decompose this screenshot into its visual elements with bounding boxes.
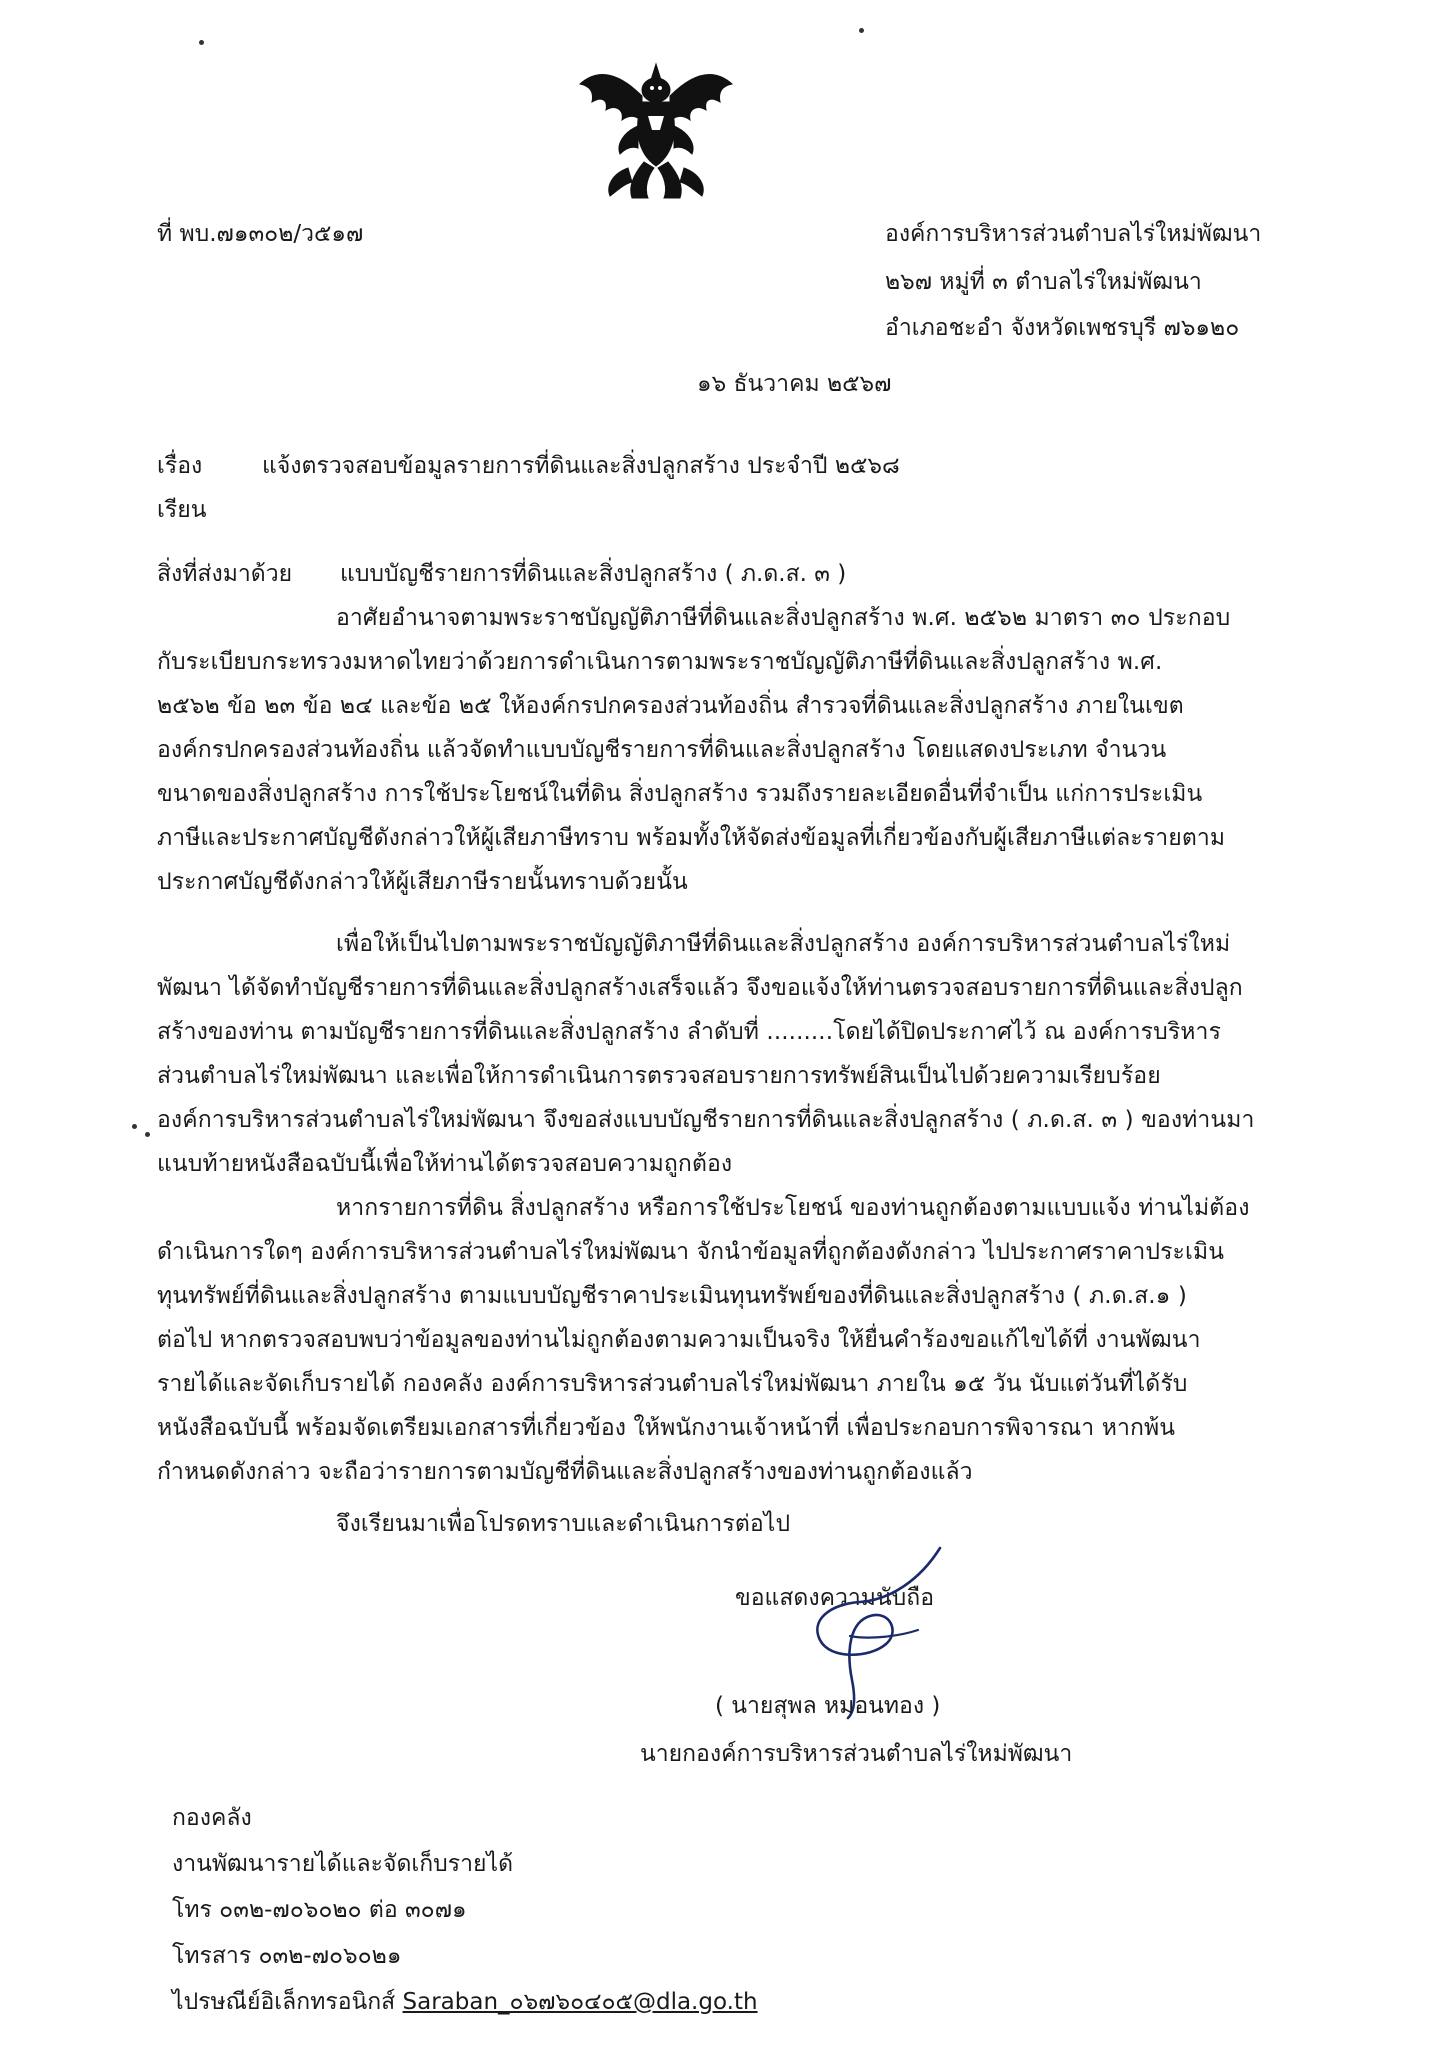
paragraph-line: ภาษีและประกาศบัญชีดังกล่าวให้ผู้เสียภาษีทราบ พร้อมทั้งให้จัดส่งข้อมูลที่เกี่ยวข้องกับผู้เสียภาษีแต่ละรายตาม [157, 825, 1226, 851]
signer-name: ( นายสุพล หมอนทอง ) [715, 1693, 941, 1719]
reference-number: ที่ พบ.๗๑๓๐๒/ว๕๑๗ [157, 221, 364, 247]
scan-speck [132, 1124, 137, 1129]
paragraph-line: เพื่อให้เป็นไปตามพระราชบัญญัติภาษีที่ดินและสิ่งปลูกสร้าง องค์การบริหารส่วนตำบลไร่ใหม่ [336, 931, 1231, 957]
footer-email-label: ไปรษณีย์อิเล็กทรอนิกส์ [172, 1989, 396, 2015]
footer-division: กองคลัง [172, 1805, 252, 1831]
paragraph-line: กับระเบียบกระทรวงมหาดไทยว่าด้วยการดำเนินการตามพระราชบัญญัติภาษีที่ดินและสิ่งปลูกสร้าง พ.ศ. [157, 649, 1163, 675]
footer-email-row [172, 1984, 758, 2020]
paragraph-line: แนบท้ายหนังสือฉบับนี้เพื่อให้ท่านได้ตรวจสอบความถูกต้อง [157, 1151, 733, 1177]
scan-speck [145, 1132, 150, 1137]
paragraph-line: ดำเนินการใดๆ องค์การบริหารส่วนตำบลไร่ใหม่พัฒนา จักนำข้อมูลที่ถูกต้องดังกล่าว ไปประกาศราคาประเมิน [157, 1239, 1225, 1265]
paragraph-line: ขนาดของสิ่งปลูกสร้าง การใช้ประโยชน์ในที่ดิน สิ่งปลูกสร้าง รวมถึงรายละเอียดอื่นที่จำเป็น แก่การประเมิน [157, 781, 1203, 807]
paragraph-line: ส่วนตำบลไร่ใหม่พัฒนา และเพื่อให้การดำเนินการตรวจสอบรายการทรัพย์สินเป็นไปด้วยความเรียบร้อย [157, 1063, 1161, 1089]
footer-email-link[interactable]: Saraban_๐๖๗๖๐๔๐๕@dla.go.th [402, 1989, 758, 2015]
closing-paragraph: จึงเรียนมาเพื่อโปรดทราบและดำเนินการต่อไป [336, 1511, 791, 1537]
letter-date: ๑๖ ธันวาคม ๒๕๖๗ [697, 371, 892, 397]
footer-phone: โทร ๐๓๒-๗๐๖๐๒๐ ต่อ ๓๐๗๑ [172, 1897, 467, 1923]
paragraph-line: หนังสือฉบับนี้ พร้อมจัดเตรียมเอกสารที่เกี่ยวข้อง ให้พนักงานเจ้าหน้าที่ เพื่อประกอบการพิจารณา หากพ้น [157, 1415, 1176, 1441]
paragraph-line: อาศัยอำนาจตามพระราชบัญญัติภาษีที่ดินและสิ่งปลูกสร้าง พ.ศ. ๒๕๖๒ มาตรา ๓๐ ประกอบ [336, 605, 1231, 631]
scan-speck [859, 28, 864, 33]
paragraph-line: รายได้และจัดเก็บรายได้ กองคลัง องค์การบริหารส่วนตำบลไร่ใหม่พัฒนา ภายใน ๑๕ วัน นับแต่วันที่ได้รับ [157, 1371, 1188, 1397]
signer-title: นายกองค์การบริหารส่วนตำบลไร่ใหม่พัฒนา [640, 1741, 1073, 1767]
footer-fax: โทรสาร ๐๓๒-๗๐๖๐๒๑ [172, 1943, 402, 1969]
sender-address-line-1: ๒๖๗ หมู่ที่ ๓ ตำบลไร่ใหม่พัฒนา [885, 269, 1202, 295]
enclosure-label: สิ่งที่ส่งมาด้วย [157, 561, 293, 587]
subject-label: เรื่อง [157, 453, 203, 479]
paragraph-line: องค์การบริหารส่วนตำบลไร่ใหม่พัฒนา จึงขอส่งแบบบัญชีรายการที่ดินและสิ่งปลูกสร้าง ( ภ.ด.ส. ๓ ) ของท่านมา [157, 1107, 1255, 1133]
recipient-label: เรียน [157, 497, 207, 523]
paragraph-line: ๒๕๖๒ ข้อ ๒๓ ข้อ ๒๔ และข้อ ๒๕ ให้องค์กรปกครองส่วนท้องถิ่น สำรวจที่ดินและสิ่งปลูกสร้าง ภายในเขต [157, 693, 1184, 719]
scan-speck [199, 40, 204, 45]
paragraph-line: องค์กรปกครองส่วนท้องถิ่น แล้วจัดทำแบบบัญชีรายการที่ดินและสิ่งปลูกสร้าง โดยแสดงประเภท จำนวน [157, 737, 1167, 763]
paragraph-line: ต่อไป หากตรวจสอบพบว่าข้อมูลของท่านไม่ถูกต้องตามความเป็นจริง ให้ยื่นคำร้องขอแก้ไขได้ที่ งานพัฒนา [157, 1327, 1201, 1353]
enclosure-text: แบบบัญชีรายการที่ดินและสิ่งปลูกสร้าง ( ภ.ด.ส. ๓ ) [340, 561, 847, 587]
paragraph-line: ประกาศบัญชีดังกล่าวให้ผู้เสียภาษีรายนั้นทราบด้วยนั้น [157, 869, 688, 895]
paragraph-line: กำหนดดังกล่าว จะถือว่ารายการตามบัญชีที่ดินและสิ่งปลูกสร้างของท่านถูกต้องแล้ว [157, 1459, 973, 1485]
paragraph-line: ทุนทรัพย์ที่ดินและสิ่งปลูกสร้าง ตามแบบบัญชีราคาประเมินทุนทรัพย์ของที่ดินและสิ่งปลูกสร้าง ( ภ.ด.ส.๑ ) [157, 1283, 1187, 1309]
sender-org: องค์การบริหารส่วนตำบลไร่ใหม่พัฒนา [885, 221, 1262, 247]
paragraph-line: พัฒนา ได้จัดทำบัญชีรายการที่ดินและสิ่งปลูกสร้างเสร็จแล้ว จึงขอแจ้งให้ท่านตรวจสอบรายการที่ดินและสิ่งปลูก [157, 975, 1243, 1001]
paragraph-line: สร้างของท่าน ตามบัญชีรายการที่ดินและสิ่งปลูกสร้าง ลำดับที่ .........โดยได้ปิดประกาศไว้ ณ องค์การบริหาร [157, 1019, 1222, 1045]
complimentary-close: ขอแสดงความนับถือ [735, 1585, 935, 1611]
sender-address-line-2: อำเภอชะอำ จังหวัดเพชรบุรี ๗๖๑๒๐ [885, 315, 1240, 341]
subject-text: แจ้งตรวจสอบข้อมูลรายการที่ดินและสิ่งปลูกสร้าง ประจำปี ๒๕๖๘ [262, 453, 900, 479]
garuda-emblem-icon [572, 56, 740, 204]
paragraph-line: หากรายการที่ดิน สิ่งปลูกสร้าง หรือการใช้ประโยชน์ ของท่านถูกต้องตามแบบแจ้ง ท่านไม่ต้อง [336, 1195, 1250, 1221]
footer-section: งานพัฒนารายได้และจัดเก็บรายได้ [172, 1851, 514, 1877]
